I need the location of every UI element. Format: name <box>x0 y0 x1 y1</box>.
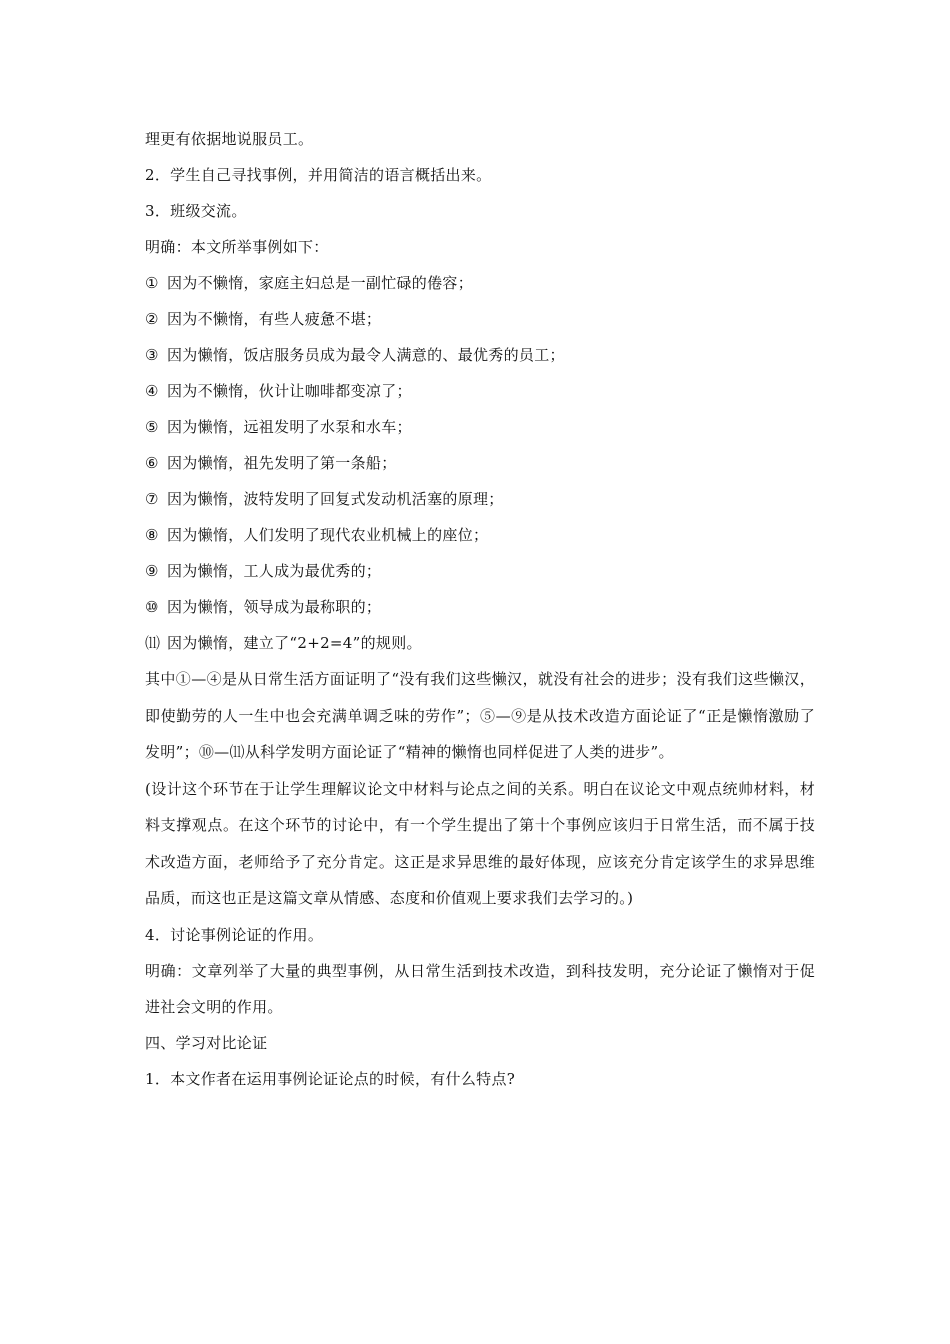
item-text: 因为懒惰，人们发明了现代农业机械上的座位； <box>167 526 489 544</box>
item-number: ⑤ <box>145 418 159 436</box>
list-item <box>145 337 815 373</box>
item-number: ① <box>145 274 159 292</box>
item-text: 因为懒惰，饭店服务员成为最令人满意的、最优秀的员工； <box>167 346 565 364</box>
item-number: ② <box>145 310 159 328</box>
answer-intro: 明确：本文所举事例如下： <box>145 238 329 256</box>
item-number: ⑨ <box>145 562 159 580</box>
section-heading: 四、学习对比论证 <box>145 1033 268 1052</box>
step-3: 3．班级交流。 <box>145 202 247 220</box>
step-4: 4．讨论事例论证的作用。 <box>145 925 324 944</box>
question-1: 1．本文作者在运用事例论证论点的时候，有什么特点? <box>145 1069 516 1088</box>
list-item <box>145 481 815 517</box>
item-number: ④ <box>145 382 159 400</box>
list-item <box>145 553 815 589</box>
item-text: 因为懒惰，建立了“2+2=4”的规则。 <box>167 634 422 652</box>
step-4-answer: 明确：文章列举了大量的典型事例，从日常生活到技术改造，到科技发明，充分论证了懒惰对于促进社会文明的作用。 <box>145 961 815 1016</box>
step-2: 2．学生自己寻找事例，并用简洁的语言概括出来。 <box>145 166 492 184</box>
text-line: 理更有依据地说服员工。 <box>145 130 314 148</box>
examples-list <box>145 265 815 661</box>
list-item <box>145 445 815 481</box>
document-page <box>145 121 815 1097</box>
list-item <box>145 625 815 661</box>
item-text: 因为不懒惰，有些人疲惫不堪； <box>167 310 382 328</box>
list-item <box>145 409 815 445</box>
item-text: 因为懒惰，远祖发明了水泵和水车； <box>167 418 412 436</box>
item-text: 因为懒惰，领导成为最称职的； <box>167 598 382 616</box>
design-note-paragraph: (设计这个环节在于让学生理解议论文中材料与论点之间的关系。明白在议论文中观点统帅材料，材料支撑观点。在这个环节的讨论中，有一个学生提出了第十个事例应该归于日常生活，而不属于技术改造方面，老师给予了充分肯定。这正是求异思维的最好体现，应该充分肯定该学生的求异思维品质，而这也正是这篇文章从情感、态度和价值观上要求我们去学习的。) <box>145 779 815 907</box>
item-text: 因为不懒惰，家庭主妇总是一副忙碌的倦容； <box>167 274 474 292</box>
item-number: ⑩ <box>145 598 159 616</box>
item-number: ③ <box>145 346 159 364</box>
item-text: 因为懒惰，波特发明了回复式发动机活塞的原理； <box>167 490 504 508</box>
item-text: 因为懒惰，工人成为最优秀的； <box>167 562 382 580</box>
item-number: ⑥ <box>145 454 159 472</box>
item-number: ⑦ <box>145 490 159 508</box>
item-number: ⑾ <box>145 634 161 652</box>
item-text: 因为不懒惰，伙计让咖啡都变凉了； <box>167 382 412 400</box>
analysis-paragraph: 其中①—④是从日常生活方面证明了“没有我们这些懒汉，就没有社会的进步；没有我们这些懒汉，即使勤劳的人一生中也会充满单调乏味的劳作”；⑤—⑨是从技术改造方面论证了“正是懒惰激励了发明”；⑩—⑾从科学发明方面论证了“精神的懒惰也同样促进了人类的进步”。 <box>145 670 815 761</box>
item-number: ⑧ <box>145 526 159 544</box>
item-text: 因为懒惰，祖先发明了第一条船； <box>167 454 397 472</box>
list-item <box>145 373 815 409</box>
list-item <box>145 517 815 553</box>
list-item <box>145 301 815 337</box>
list-item <box>145 589 815 625</box>
list-item <box>145 265 815 301</box>
